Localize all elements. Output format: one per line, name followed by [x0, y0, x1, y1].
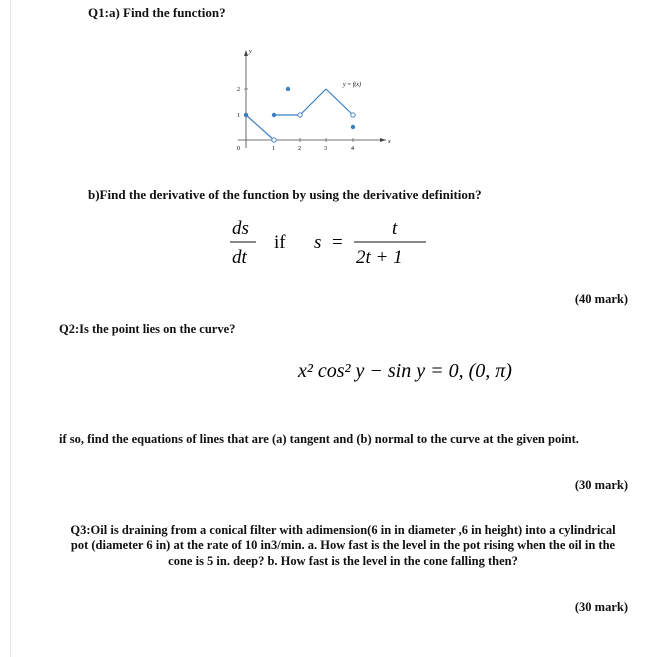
derivative-formula: [222, 216, 442, 276]
page-edge: [10, 0, 11, 657]
frac-ds: ds: [232, 218, 249, 239]
closed-point-0-1: [244, 113, 248, 117]
closed-point-1-1: [272, 113, 276, 117]
q3-question: Q3:Oil is draining from a conical filter with adimension(6 in in diameter ,6 in height) into a cylindrical pot (diameter 6 in) at the rate of 10 in3/min. a. How fast is the level in the pot rising when the oil in the cone is 5 in. deep? b. How fast is the level in the cone falling then?: [70, 523, 616, 568]
closed-point-4-half: [351, 125, 355, 129]
equation-text: x² cos² y − sin y = 0, (0, π): [298, 360, 512, 382]
open-point-2-1: [298, 113, 302, 117]
open-point-4-1: [351, 113, 355, 117]
segment-3: [300, 89, 326, 115]
q1-part-a: Q1:a) Find the function?: [88, 5, 226, 20]
y-axis-arrow: [244, 50, 248, 56]
x-axis-arrow: [380, 138, 386, 142]
q1-part-b: b)Find the derivative of the function by using the derivative definition?: [88, 187, 482, 202]
open-point-1-0: [272, 138, 276, 142]
q1-mark: (40 mark): [574, 292, 628, 306]
x-axis-label: x: [388, 139, 391, 145]
y-tick-2: 2: [237, 87, 240, 93]
x-tick-2: 2: [298, 146, 301, 152]
equals-sign: =: [332, 232, 343, 253]
x-tick-4: 4: [351, 146, 354, 152]
q2-followup: if so, find the equations of lines that are (a) tangent and (b) normal to the curve at the given point.: [59, 432, 579, 446]
segment-4: [326, 89, 353, 115]
closed-point-2-2: [286, 87, 290, 91]
function-graph: [228, 44, 398, 154]
x-tick-3: 3: [324, 146, 327, 152]
segment-1: [246, 115, 274, 140]
curve-equation: [296, 353, 536, 387]
origin-label: 0: [237, 146, 240, 152]
curve-label: y = f(x): [343, 82, 362, 88]
x-tick-1: 1: [272, 146, 275, 152]
q3-mark: (30 mark): [574, 600, 628, 614]
frac-2t-plus-1: 2t + 1: [356, 247, 403, 268]
q2-question: Q2:Is the point lies on the curve?: [59, 322, 236, 336]
y-axis-label: y: [249, 49, 252, 55]
q2-mark: (30 mark): [574, 478, 628, 492]
y-tick-1: 1: [237, 113, 240, 119]
if-word: if: [274, 232, 286, 253]
frac-dt: dt: [232, 247, 247, 268]
var-s: s: [314, 232, 322, 253]
frac-t: t: [392, 218, 398, 239]
